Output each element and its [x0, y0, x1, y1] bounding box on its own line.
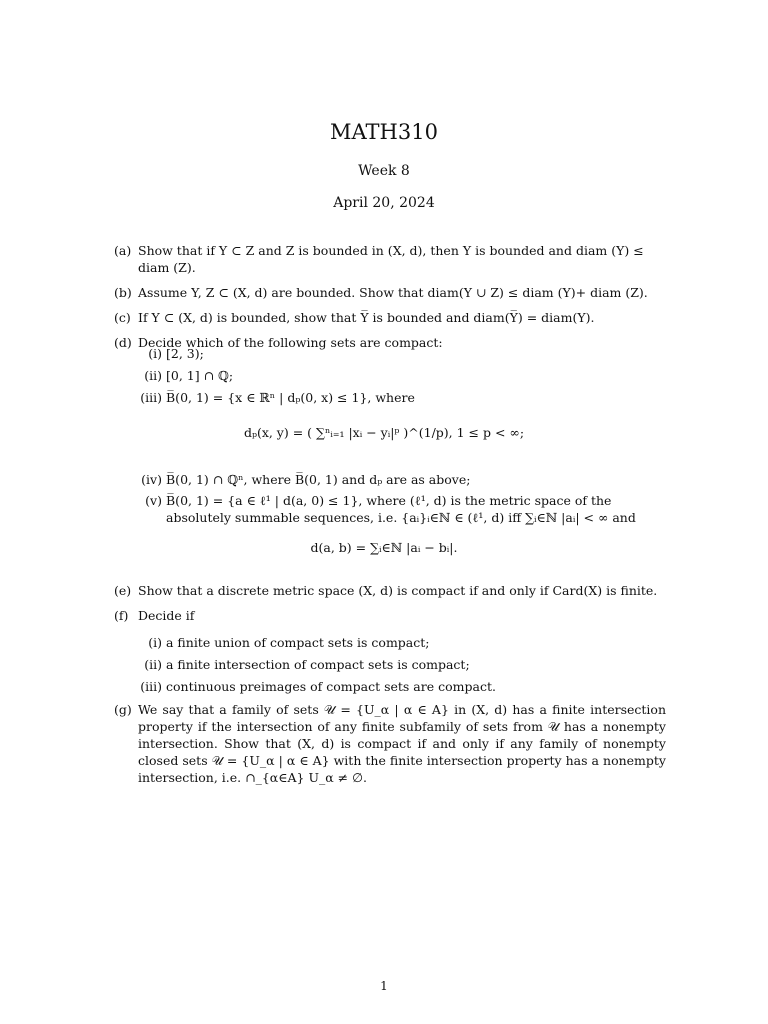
item-text: a finite intersection of compact sets is compact; — [166, 656, 470, 672]
date-label: April 20, 2024 — [333, 195, 435, 211]
problem-label: (g) — [114, 702, 132, 717]
problem-label: (b) — [114, 284, 132, 300]
problem-list-top — [114, 243, 666, 351]
problem-label: (a) — [114, 243, 132, 258]
item-text: continuous preimages of compact sets are compact. — [166, 678, 496, 694]
item-text: B̅(0, 1) ∩ ℚⁿ, where B̅(0, 1) and dₚ are as above; — [166, 472, 471, 487]
item-label: (iv) — [141, 472, 162, 487]
problem-label: (c) — [114, 309, 131, 325]
item-text: B̅(0, 1) = {a ∈ ℓ¹ | d(a, 0) ≤ 1}, where (ℓ¹, d) is the metric space of the absolutely summable sequences, i.e. {aᵢ}ᵢ∈ℕ ∈ (ℓ¹, d) iff ∑ᵢ∈ℕ |aᵢ| < ∞ and — [166, 492, 636, 525]
problem-c — [114, 310, 666, 327]
problem-d-subitems-2 — [138, 472, 666, 527]
item-text: B̅(0, 1) = {x ∈ ℝⁿ | dₚ(0, x) ≤ 1}, where — [166, 389, 415, 405]
item-label: (ii) — [144, 656, 162, 672]
problem-text: If Y ⊂ (X, d) is bounded, show that Y̅ is bounded and diam(Y̅) = diam(Y). — [138, 309, 595, 325]
list-item — [138, 472, 666, 489]
problem-list-mid — [114, 583, 666, 625]
list-item — [138, 657, 666, 674]
week-label: Week 8 — [358, 163, 410, 179]
problem-text: Show that if Y ⊂ Z and Z is bounded in (X, d), then Y is bounded and diam (Y) ≤ diam (Z). — [138, 243, 644, 275]
item-label: (ii) — [144, 367, 162, 383]
list-item — [138, 368, 666, 385]
problem-f-subitems — [138, 635, 666, 696]
problem-a — [114, 243, 666, 277]
problem-g — [114, 702, 666, 786]
problem-d-subitems — [138, 346, 666, 407]
problem-e — [114, 583, 666, 600]
page-number: 1 — [380, 979, 388, 993]
equation-d: d(a, b) = ∑ᵢ∈ℕ |aᵢ − bᵢ|. — [310, 540, 458, 555]
list-item — [138, 346, 666, 363]
item-text: a finite union of compact sets is compact; — [166, 635, 430, 650]
list-item — [138, 679, 666, 696]
problem-text: Decide which of the following sets are compact: — [138, 334, 443, 350]
problem-list-bottom — [114, 702, 666, 786]
item-label: (i) — [148, 346, 162, 361]
problem-text: Decide if — [138, 607, 195, 623]
list-item — [138, 493, 666, 527]
problem-text: We say that a family of sets 𝒰 = {U_α | α ∈ A} in (X, d) has a finite intersection property if the intersection of any finite subfamily of sets from 𝒰 has a nonempty intersection. Show that (X, d) is compact if and only if any family of nonempty closed sets 𝒰 = {U_α | α ∈ A} with the finite intersection property has a nonempty intersection, i.e. ∩_{α∈A} U_α ≠ ∅. — [138, 702, 666, 785]
list-item — [138, 635, 666, 652]
document-title: MATH310 — [330, 120, 438, 144]
problem-text: Assume Y, Z ⊂ (X, d) are bounded. Show that diam(Y ∪ Z) ≤ diam (Y)+ diam (Z). — [138, 284, 648, 300]
problem-label: (e) — [114, 583, 132, 598]
item-text: [0, 1] ∩ ℚ; — [166, 367, 234, 383]
item-label: (v) — [145, 492, 162, 508]
item-text: [2, 3); — [166, 346, 204, 361]
item-label: (iii) — [140, 389, 162, 405]
problem-label: (f) — [114, 607, 129, 623]
problem-label: (d) — [114, 334, 132, 350]
list-item — [138, 390, 666, 407]
problem-text: Show that a discrete metric space (X, d) is compact if and only if Card(X) is finite. — [138, 583, 658, 598]
item-label: (iii) — [140, 678, 162, 694]
problem-b — [114, 285, 666, 302]
equation-dp: dₚ(x, y) = ( ∑ⁿᵢ₌₁ |xᵢ − yᵢ|ᵖ )^(1/p), 1 ≤ p < ∞; — [243, 425, 525, 440]
problem-f — [114, 608, 666, 625]
item-label: (i) — [148, 635, 162, 650]
